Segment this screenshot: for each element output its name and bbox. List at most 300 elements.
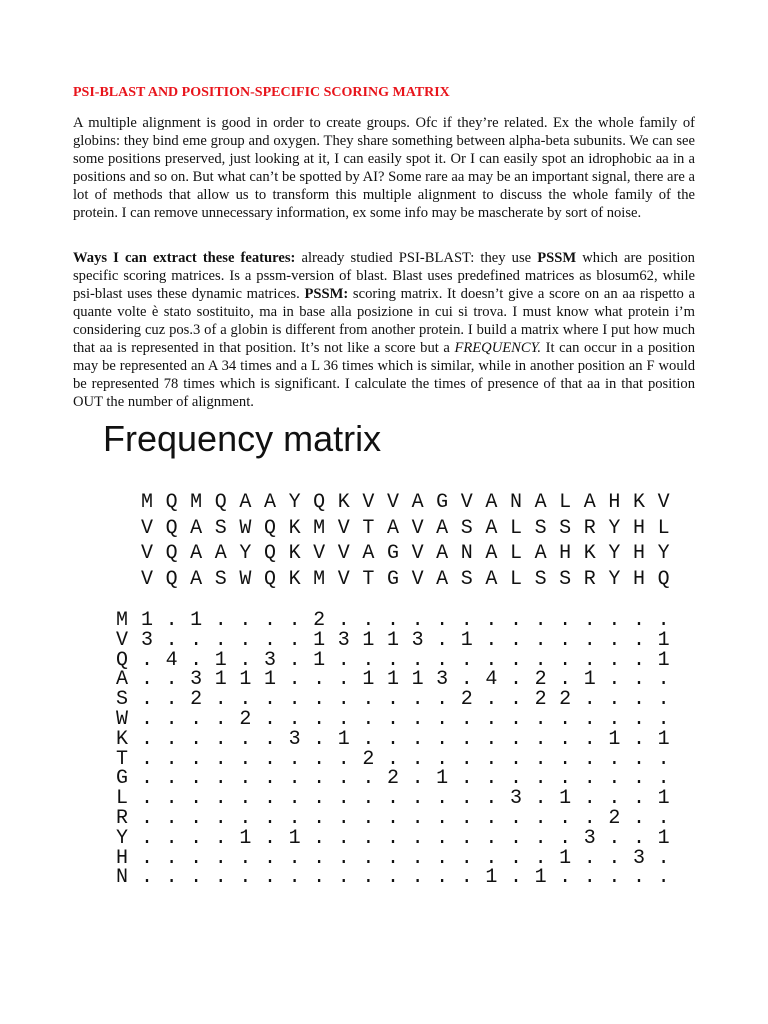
sequence-residue: L: [559, 491, 572, 514]
sequence-residue: N: [460, 542, 473, 565]
matrix-empty-cell: .: [214, 767, 227, 791]
matrix-empty-cell: .: [509, 628, 522, 652]
matrix-empty-cell: .: [165, 609, 178, 632]
sequence-residue: Q: [165, 516, 178, 540]
matrix-empty-cell: .: [288, 787, 301, 811]
matrix-empty-cell: .: [239, 628, 252, 652]
matrix-empty-cell: .: [411, 609, 424, 632]
matrix-empty-cell: .: [165, 727, 178, 751]
matrix-empty-cell: .: [165, 668, 178, 692]
matrix-empty-cell: .: [214, 787, 227, 811]
matrix-empty-cell: .: [411, 727, 424, 751]
matrix-empty-cell: .: [140, 668, 153, 692]
matrix-empty-cell: .: [362, 826, 375, 850]
sequence-residue: T: [362, 516, 375, 540]
matrix-count-cell: 1: [313, 648, 326, 672]
sequence-residue: H: [608, 491, 621, 514]
matrix-empty-cell: .: [386, 747, 399, 771]
sequence-residue: Q: [214, 491, 227, 514]
matrix-empty-cell: .: [657, 747, 670, 771]
matrix-empty-cell: .: [559, 747, 572, 771]
matrix-empty-cell: .: [632, 767, 645, 791]
matrix-count-cell: 1: [657, 727, 670, 751]
matrix-empty-cell: .: [411, 747, 424, 771]
sequence-residue: G: [386, 542, 399, 565]
matrix-empty-cell: .: [559, 628, 572, 652]
sequence-residue: A: [239, 491, 252, 514]
matrix-empty-cell: .: [632, 727, 645, 751]
matrix-empty-cell: .: [362, 866, 375, 890]
matrix-row-label: S: [115, 688, 128, 712]
matrix-row-label: R: [115, 807, 128, 830]
matrix-empty-cell: .: [239, 787, 252, 811]
matrix-empty-cell: .: [362, 787, 375, 811]
matrix-empty-cell: .: [337, 807, 350, 830]
matrix-empty-cell: .: [411, 648, 424, 672]
matrix-count-cell: 1: [460, 628, 473, 652]
sequence-residue: L: [509, 542, 522, 565]
matrix-count-cell: 1: [386, 668, 399, 692]
matrix-row-label: M: [115, 609, 128, 632]
matrix-empty-cell: .: [263, 747, 276, 771]
matrix-empty-cell: .: [632, 688, 645, 712]
matrix-empty-cell: .: [485, 609, 498, 632]
sequence-residue: V: [460, 491, 473, 514]
matrix-row-label: K: [115, 727, 128, 751]
matrix-empty-cell: .: [485, 846, 498, 870]
matrix-empty-cell: .: [288, 866, 301, 890]
matrix-empty-cell: .: [632, 708, 645, 731]
matrix-empty-cell: .: [362, 767, 375, 791]
matrix-empty-cell: .: [165, 628, 178, 652]
matrix-count-cell: 1: [583, 668, 596, 692]
matrix-empty-cell: .: [386, 727, 399, 751]
matrix-empty-cell: .: [214, 727, 227, 751]
matrix-empty-cell: .: [165, 787, 178, 811]
matrix-empty-cell: .: [140, 826, 153, 850]
bold-pssm: PSSM: [537, 250, 577, 266]
sequence-residue: H: [632, 542, 645, 565]
sequence-residue: K: [632, 491, 645, 514]
matrix-empty-cell: .: [313, 767, 326, 791]
matrix-empty-cell: .: [509, 609, 522, 632]
matrix-empty-cell: .: [460, 807, 473, 830]
sequence-residue: Y: [608, 516, 621, 540]
matrix-empty-cell: .: [362, 688, 375, 712]
matrix-empty-cell: .: [239, 648, 252, 672]
matrix-empty-cell: .: [386, 609, 399, 632]
sequence-residue: L: [657, 516, 670, 540]
sequence-residue: S: [214, 567, 227, 591]
sequence-residue: A: [485, 491, 498, 514]
matrix-empty-cell: .: [608, 866, 621, 890]
sequence-residue: V: [313, 542, 326, 565]
matrix-empty-cell: .: [608, 688, 621, 712]
matrix-empty-cell: .: [485, 648, 498, 672]
matrix-empty-cell: .: [632, 668, 645, 692]
sequence-residue: N: [509, 491, 522, 514]
sequence-residue: Q: [165, 491, 178, 514]
matrix-empty-cell: .: [313, 807, 326, 830]
sequence-residue: G: [386, 567, 399, 591]
sequence-residue: Q: [313, 491, 326, 514]
matrix-empty-cell: .: [288, 668, 301, 692]
matrix-count-cell: 1: [190, 609, 203, 632]
matrix-empty-cell: .: [386, 807, 399, 830]
sequence-residue: K: [288, 567, 301, 591]
sequence-residue: K: [288, 542, 301, 565]
matrix-empty-cell: .: [509, 807, 522, 830]
matrix-row-label: G: [115, 767, 128, 791]
sequence-residue: S: [559, 516, 572, 540]
matrix-empty-cell: .: [436, 708, 449, 731]
sequence-residue: S: [534, 516, 547, 540]
sequence-residue: W: [239, 516, 252, 540]
matrix-empty-cell: .: [386, 846, 399, 870]
matrix-empty-cell: .: [509, 648, 522, 672]
matrix-empty-cell: .: [165, 767, 178, 791]
matrix-empty-cell: .: [140, 846, 153, 870]
matrix-empty-cell: .: [239, 747, 252, 771]
matrix-empty-cell: .: [559, 807, 572, 830]
sequence-residue: S: [460, 516, 473, 540]
matrix-row-label: Q: [115, 648, 128, 672]
matrix-empty-cell: .: [460, 648, 473, 672]
matrix-empty-cell: .: [190, 826, 203, 850]
sequence-residue: A: [386, 516, 399, 540]
matrix-empty-cell: .: [165, 807, 178, 830]
matrix-empty-cell: .: [460, 609, 473, 632]
matrix-empty-cell: .: [583, 727, 596, 751]
matrix-empty-cell: .: [509, 866, 522, 890]
matrix-empty-cell: .: [460, 727, 473, 751]
matrix-empty-cell: .: [190, 846, 203, 870]
sequence-residue: Q: [165, 567, 178, 591]
sequence-residue: Y: [657, 542, 670, 565]
matrix-empty-cell: .: [657, 688, 670, 712]
matrix-empty-cell: .: [559, 609, 572, 632]
matrix-empty-cell: .: [337, 846, 350, 870]
matrix-empty-cell: .: [559, 767, 572, 791]
sequence-residue: A: [436, 542, 449, 565]
matrix-empty-cell: .: [509, 767, 522, 791]
sequence-residue: A: [485, 516, 498, 540]
matrix-count-cell: 1: [362, 668, 375, 692]
matrix-empty-cell: .: [313, 846, 326, 870]
matrix-count-cell: 1: [140, 609, 153, 632]
matrix-empty-cell: .: [534, 708, 547, 731]
matrix-empty-cell: .: [362, 609, 375, 632]
matrix-empty-cell: .: [657, 767, 670, 791]
matrix-empty-cell: .: [190, 708, 203, 731]
matrix-empty-cell: .: [313, 866, 326, 890]
matrix-empty-cell: .: [583, 747, 596, 771]
matrix-empty-cell: .: [337, 826, 350, 850]
italic-frequency: FREQUENCY.: [454, 340, 542, 356]
matrix-empty-cell: .: [140, 688, 153, 712]
sequence-residue: M: [313, 567, 326, 591]
matrix-count-cell: 1: [657, 826, 670, 850]
matrix-count-cell: 1: [559, 787, 572, 811]
sequence-residue: Y: [608, 542, 621, 565]
matrix-empty-cell: .: [337, 668, 350, 692]
matrix-empty-cell: .: [657, 866, 670, 890]
matrix-empty-cell: .: [386, 866, 399, 890]
sequence-residue: A: [485, 542, 498, 565]
matrix-count-cell: 1: [214, 668, 227, 692]
matrix-empty-cell: .: [509, 668, 522, 692]
matrix-empty-cell: .: [485, 826, 498, 850]
matrix-empty-cell: .: [337, 648, 350, 672]
matrix-empty-cell: .: [657, 846, 670, 870]
matrix-empty-cell: .: [386, 787, 399, 811]
sequence-residue: V: [362, 491, 375, 514]
matrix-empty-cell: .: [411, 826, 424, 850]
sequence-residue: K: [583, 542, 596, 565]
matrix-empty-cell: .: [559, 648, 572, 672]
bold-pssm-definition: PSSM:: [304, 286, 349, 302]
matrix-empty-cell: .: [460, 668, 473, 692]
matrix-empty-cell: .: [534, 787, 547, 811]
matrix-empty-cell: .: [583, 807, 596, 830]
matrix-count-cell: 1: [337, 727, 350, 751]
matrix-count-cell: 1: [239, 668, 252, 692]
matrix-empty-cell: .: [362, 727, 375, 751]
matrix-count-cell: 2: [386, 767, 399, 791]
matrix-empty-cell: .: [583, 846, 596, 870]
sequence-residue: K: [288, 516, 301, 540]
matrix-empty-cell: .: [140, 727, 153, 751]
matrix-empty-cell: .: [362, 648, 375, 672]
sequence-residue: V: [337, 516, 350, 540]
matrix-empty-cell: .: [165, 747, 178, 771]
matrix-empty-cell: .: [608, 747, 621, 771]
matrix-empty-cell: .: [239, 767, 252, 791]
matrix-empty-cell: .: [583, 609, 596, 632]
matrix-count-cell: 2: [534, 668, 547, 692]
sequence-residue: V: [337, 542, 350, 565]
sequence-residue: S: [460, 567, 473, 591]
matrix-empty-cell: .: [559, 668, 572, 692]
matrix-empty-cell: .: [313, 688, 326, 712]
matrix-empty-cell: .: [239, 846, 252, 870]
matrix-empty-cell: .: [559, 727, 572, 751]
matrix-count-cell: 2: [559, 688, 572, 712]
matrix-empty-cell: .: [239, 807, 252, 830]
matrix-empty-cell: .: [263, 609, 276, 632]
matrix-empty-cell: .: [608, 708, 621, 731]
sequence-residue: V: [140, 516, 153, 540]
sequence-residue: W: [239, 567, 252, 591]
matrix-empty-cell: .: [436, 688, 449, 712]
matrix-empty-cell: .: [288, 747, 301, 771]
matrix-empty-cell: .: [485, 708, 498, 731]
matrix-empty-cell: .: [337, 866, 350, 890]
matrix-empty-cell: .: [608, 609, 621, 632]
sequence-residue: S: [214, 516, 227, 540]
matrix-row-label: N: [115, 866, 128, 890]
matrix-count-cell: 1: [436, 767, 449, 791]
matrix-empty-cell: .: [436, 787, 449, 811]
sequence-residue: Q: [165, 542, 178, 565]
matrix-empty-cell: .: [165, 708, 178, 731]
matrix-count-cell: 1: [657, 628, 670, 652]
matrix-empty-cell: .: [263, 866, 276, 890]
matrix-empty-cell: .: [288, 609, 301, 632]
matrix-empty-cell: .: [460, 767, 473, 791]
matrix-empty-cell: .: [608, 767, 621, 791]
matrix-empty-cell: .: [583, 866, 596, 890]
matrix-empty-cell: .: [436, 866, 449, 890]
matrix-empty-cell: .: [485, 787, 498, 811]
matrix-count-cell: 1: [288, 826, 301, 850]
matrix-empty-cell: .: [534, 826, 547, 850]
matrix-empty-cell: .: [608, 648, 621, 672]
sequence-residue: M: [190, 491, 203, 514]
matrix-empty-cell: .: [608, 826, 621, 850]
text-segment: already studied PSI-BLAST: they use: [295, 250, 538, 266]
sequence-residue: A: [436, 516, 449, 540]
matrix-count-cell: 1: [559, 846, 572, 870]
sequence-residue: M: [313, 516, 326, 540]
matrix-empty-cell: .: [140, 807, 153, 830]
matrix-empty-cell: .: [288, 648, 301, 672]
matrix-count-cell: 3: [436, 668, 449, 692]
matrix-empty-cell: .: [632, 826, 645, 850]
matrix-empty-cell: .: [165, 846, 178, 870]
text-segment: It can occur in a position may be represented an A 34 times and a L 36 times which is similar, while in another position an F would be represented 78 times which is significant. I calculate the times of presence of that aa in that position OUT the number of alignment.: [73, 340, 695, 410]
sequence-residue: V: [411, 542, 424, 565]
matrix-empty-cell: .: [214, 846, 227, 870]
sequence-residue: H: [632, 516, 645, 540]
matrix-empty-cell: .: [534, 767, 547, 791]
matrix-empty-cell: .: [337, 708, 350, 731]
matrix-empty-cell: .: [313, 668, 326, 692]
sequence-residue: H: [559, 542, 572, 565]
matrix-empty-cell: .: [263, 688, 276, 712]
matrix-row-label: L: [115, 787, 128, 811]
matrix-empty-cell: .: [559, 866, 572, 890]
matrix-empty-cell: .: [140, 747, 153, 771]
matrix-empty-cell: .: [386, 826, 399, 850]
matrix-empty-cell: .: [436, 727, 449, 751]
matrix-empty-cell: .: [288, 767, 301, 791]
matrix-empty-cell: .: [632, 609, 645, 632]
matrix-row-label: T: [115, 747, 128, 771]
matrix-empty-cell: .: [583, 648, 596, 672]
sequence-residue: A: [534, 542, 547, 565]
matrix-empty-cell: .: [165, 866, 178, 890]
matrix-empty-cell: .: [485, 747, 498, 771]
matrix-empty-cell: .: [263, 807, 276, 830]
matrix-empty-cell: .: [263, 826, 276, 850]
matrix-empty-cell: .: [509, 688, 522, 712]
matrix-empty-cell: .: [190, 628, 203, 652]
matrix-row-label: A: [115, 668, 128, 692]
sequence-residue: A: [190, 516, 203, 540]
matrix-count-cell: 2: [190, 688, 203, 712]
sequence-residue: V: [411, 567, 424, 591]
matrix-count-cell: 1: [214, 648, 227, 672]
matrix-empty-cell: .: [534, 628, 547, 652]
matrix-empty-cell: .: [362, 708, 375, 731]
matrix-empty-cell: .: [534, 846, 547, 870]
matrix-empty-cell: .: [214, 747, 227, 771]
matrix-empty-cell: .: [263, 708, 276, 731]
matrix-empty-cell: .: [632, 866, 645, 890]
matrix-count-cell: 1: [657, 787, 670, 811]
matrix-count-cell: 3: [140, 628, 153, 652]
matrix-row-label: Y: [115, 826, 128, 850]
matrix-empty-cell: .: [485, 628, 498, 652]
sequence-residue: M: [140, 491, 153, 514]
matrix-empty-cell: .: [214, 708, 227, 731]
matrix-empty-cell: .: [460, 708, 473, 731]
matrix-empty-cell: .: [337, 767, 350, 791]
matrix-empty-cell: .: [460, 866, 473, 890]
matrix-empty-cell: .: [559, 708, 572, 731]
sequence-residue: A: [436, 567, 449, 591]
matrix-empty-cell: .: [583, 688, 596, 712]
matrix-empty-cell: .: [509, 708, 522, 731]
matrix-empty-cell: .: [608, 787, 621, 811]
matrix-count-cell: 1: [534, 866, 547, 890]
text-segment: scoring matrix. It doesn’t give a score on an aa rispetto a quante volte è stato sostituito, ma in base alla posizione in cui si trova. I must know what protein i’m considering cuz pos.3 of a globin is different from another protein. I build a matrix where I put how much that aa is represented in that position. It’s not like a score but a: [73, 286, 695, 356]
matrix-empty-cell: .: [608, 668, 621, 692]
sequence-residue: Q: [263, 516, 276, 540]
matrix-count-cell: 3: [509, 787, 522, 811]
matrix-count-cell: 2: [239, 708, 252, 731]
matrix-empty-cell: .: [411, 866, 424, 890]
sequence-residue: A: [583, 491, 596, 514]
matrix-empty-cell: .: [436, 807, 449, 830]
matrix-empty-cell: .: [411, 846, 424, 870]
matrix-empty-cell: .: [436, 609, 449, 632]
matrix-empty-cell: .: [362, 846, 375, 870]
sequence-residue: Y: [239, 542, 252, 565]
sequence-residue: V: [386, 491, 399, 514]
matrix-empty-cell: .: [509, 747, 522, 771]
matrix-empty-cell: .: [140, 708, 153, 731]
matrix-count-cell: 3: [263, 648, 276, 672]
matrix-empty-cell: .: [460, 826, 473, 850]
matrix-count-cell: 3: [288, 727, 301, 751]
matrix-empty-cell: .: [583, 767, 596, 791]
matrix-empty-cell: .: [313, 787, 326, 811]
matrix-empty-cell: .: [657, 668, 670, 692]
matrix-empty-cell: .: [534, 747, 547, 771]
matrix-empty-cell: .: [239, 727, 252, 751]
matrix-empty-cell: .: [140, 648, 153, 672]
matrix-empty-cell: .: [534, 807, 547, 830]
matrix-empty-cell: .: [214, 866, 227, 890]
matrix-empty-cell: .: [436, 846, 449, 870]
sequence-residue: L: [509, 516, 522, 540]
sequence-residue: S: [559, 567, 572, 591]
sequence-residue: A: [411, 491, 424, 514]
matrix-empty-cell: .: [288, 807, 301, 830]
sequence-residue: V: [140, 567, 153, 591]
matrix-empty-cell: .: [460, 846, 473, 870]
matrix-empty-cell: .: [239, 609, 252, 632]
matrix-empty-cell: .: [288, 708, 301, 731]
matrix-empty-cell: .: [386, 708, 399, 731]
matrix-count-cell: 1: [411, 668, 424, 692]
matrix-count-cell: 3: [583, 826, 596, 850]
bold-lead: Ways I can extract these features:: [73, 250, 296, 266]
text-segment: which are position specific scoring matrices. Is a pssm-version of blast. Blast uses predefined matrices as blosum62, while psi-blast uses these dynamic matrices.: [73, 250, 695, 302]
sequence-residue: A: [362, 542, 375, 565]
